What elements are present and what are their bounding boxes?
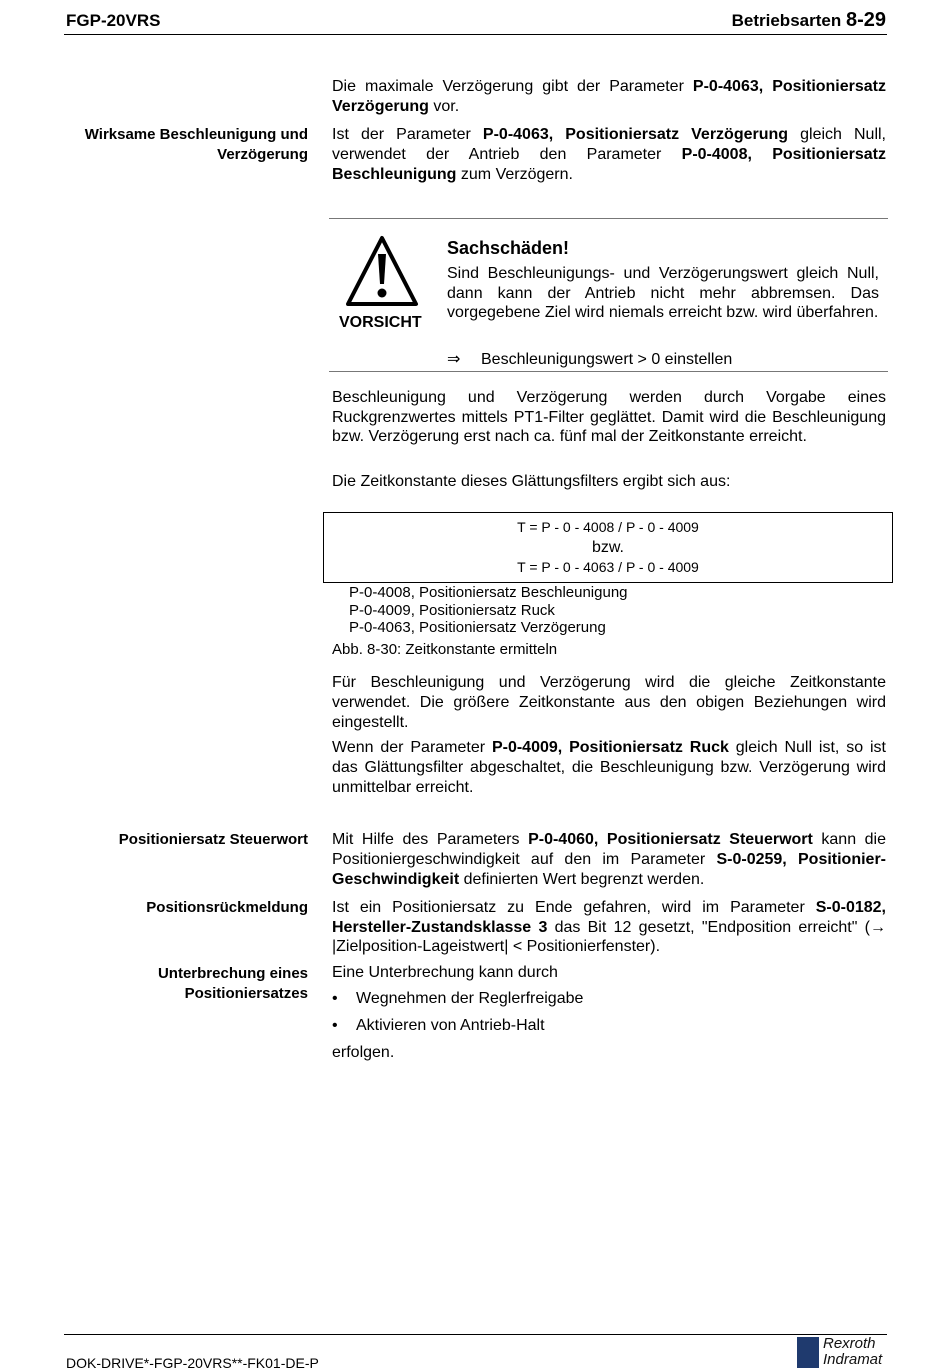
bullet-icon: • [332,990,338,1007]
formula-line-2: T = P - 0 - 4063 / P - 0 - 4009 [517,559,699,575]
legend-item: P-0-4008, Positioniersatz Beschleunigung [349,584,628,601]
legend-item: P-0-4009, Positioniersatz Ruck [349,601,555,619]
warning-action: ⇒ Beschleunigungswert > 0 einstellen [447,351,733,368]
warning-label: VORSICHT [339,314,422,331]
paragraph-closing: erfolgen. [332,1044,395,1061]
warning-text: Sind Beschleunigungs- und Verzögerungswert gleich Null, dann kann der Antrieb nicht mehr abbremsen. Das vorgegebene Ziel wird niemals erreicht bzw. wird überfahren. [447,265,879,321]
list-item: • Wegnehmen der Reglerfreigabe [332,990,584,1007]
rexroth-logo-icon [797,1337,819,1368]
page-number: 8-29 [845,9,886,31]
margin-heading-effective-acceleration: Wirksame Beschleunigung und Verzögerung [84,126,308,163]
document-id: DOK-DRIVE*-FGP-20VRS**-FK01-DE-P [66,1355,319,1371]
footer-rule [64,1334,887,1335]
paragraph-deceleration-zero: Ist der Parameter P-0-4063, Positioniersatz Verzögerung gleich Null, verwendet der Antrieb den Parameter P-0-4008, Positioniersatz Beschleunigung zum Verzögern. [332,126,887,183]
paragraph-interruption: Eine Unterbrechung kann durch [332,964,558,981]
implies-arrow-icon: ⇒ [447,351,461,368]
paragraph-max-deceleration: Die maximale Verzögerung gibt der Parameter P-0-4063, Positioniersatz Verzögerung vor. [332,78,887,115]
formula-legend [349,584,628,637]
page-header-right [732,9,886,32]
paragraph-jerk-zero: Wenn der Parameter P-0-4009, Positioniersatz Ruck gleich Null ist, so ist das Glättungsfilter abgeschaltet, die Beschleunigung bzw. Verzögerung wird unmittelbar erreicht. [332,739,886,796]
paragraph-control-word: Mit Hilfe des Parameters P-0-4060, Positioniersatz Steuerwort kann die Positioniergeschwindigkeit auf den im Parameter S-0-0259, Positionier-Geschwindigkeit definierten Wert begrenzt werden. [332,831,887,888]
right-arrow-icon: → [870,918,886,936]
warning-bottom-rule [329,371,888,372]
margin-heading-control-word: Positioniersatz Steuerwort [118,831,308,848]
warning-top-rule [329,218,888,219]
list-item: • Aktivieren von Antrieb-Halt [332,1017,545,1034]
formula-separator: bzw. [591,539,624,556]
paragraph-time-constant: Die Zeitkonstante dieses Glättungsfilters ergibt sich aus: [332,473,731,490]
paragraph-same-time-constant: Für Beschleunigung und Verzögerung wird die gleiche Zeitkonstante verwendet. Die größere Zeitkonstante aus den obigen Beziehungen wird eingestellt. [332,674,886,731]
warning-triangle-icon [345,234,419,308]
header-rule [64,34,887,35]
paragraph-smoothing: Beschleunigung und Verzögerung werden durch Vorgabe eines Ruckgrenzwertes mittels PT1-Filter geglättet. Damit wird die Beschleunigung bzw. Verzögerung erst nach ca. fünf mal der Zeitkonstante erreicht. [332,389,886,445]
formula-box [323,512,893,583]
figure-caption: Abb. 8-30: Zeitkonstante ermitteln [332,641,558,658]
margin-heading-interruption: Unterbrechung eines Positioniersatzes [157,965,308,1002]
company-logo-text: Rexroth Indramat [823,1335,883,1368]
warning-title: Sachschäden! [447,238,570,258]
paragraph-position-feedback: Ist ein Positioniersatz zu Ende gefahren, wird im Parameter S-0-0182, Hersteller-Zustandsklasse 3 das Bit 12 gesetzt, "Endposition erreicht" (→ |Zielposition-Lageistwert| < Positionierfenster). [332,899,886,955]
legend-item: P-0-4063, Positioniersatz Verzögerung [349,619,606,636]
section-name: Betriebsarten [731,11,842,30]
formula-line-1: T = P - 0 - 4008 / P - 0 - 4009 [517,519,699,535]
margin-heading-position-feedback: Positionsrückmeldung [146,899,308,916]
bullet-icon: • [332,1017,338,1034]
document-title: FGP-20VRS [66,11,161,30]
